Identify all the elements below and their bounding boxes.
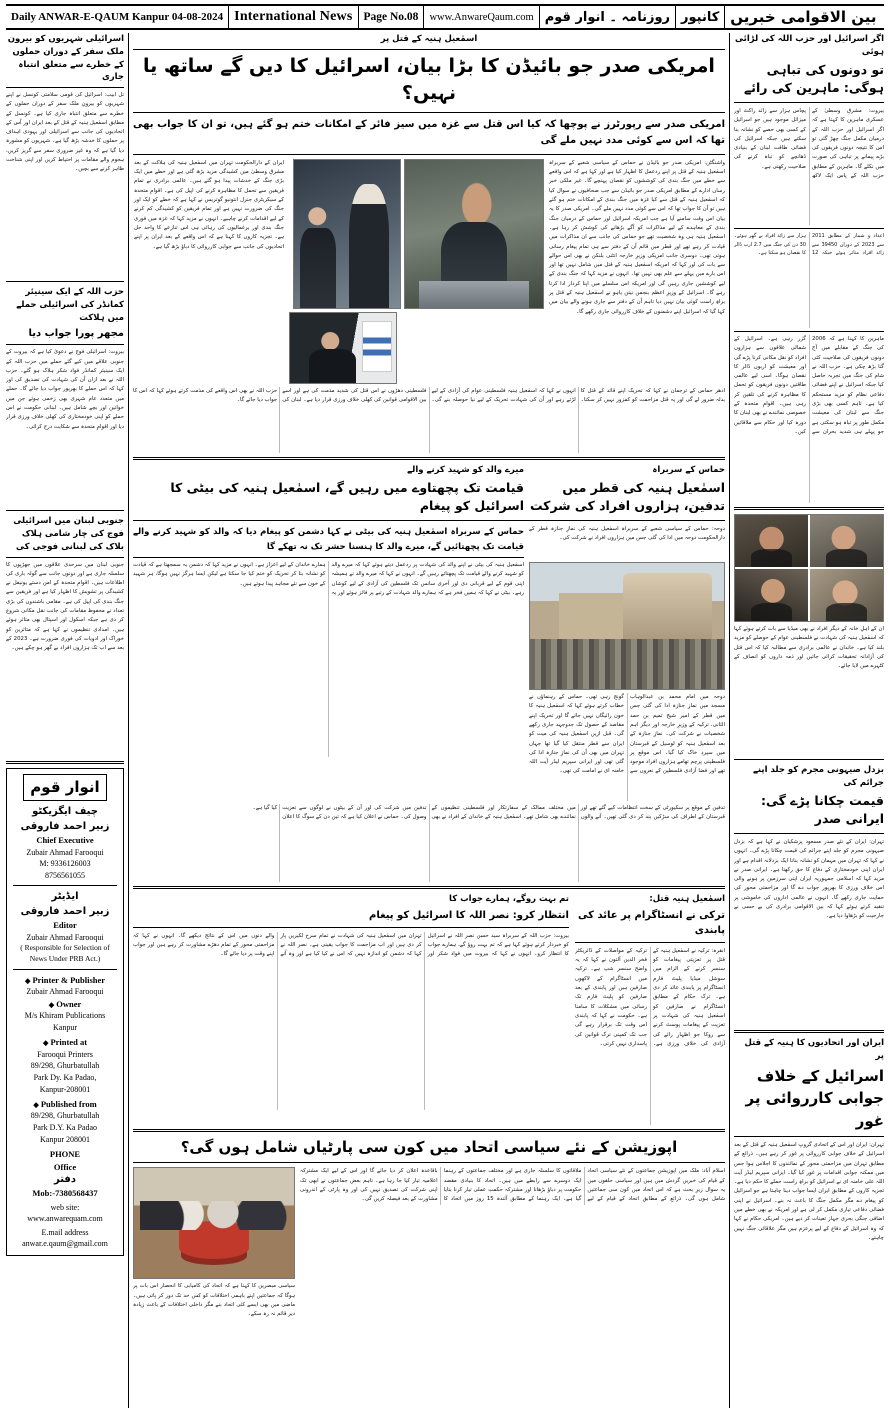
iran-retaliation-headline: اسرائیل کے خلاف جوابی کارروائی پر غور <box>745 1066 884 1130</box>
lead-body-col-1: واشنگٹن: امریکی صدر جو بائیڈن نے حماس کے سیاسی شعبے کے سربراہ اسمٰعیل ہنیہ کے قتل پر اپنے ردعمل کا اظہار کیا ہے اور کہا ہے کہ اس واقعے سے خطے میں جنگ بندی کی کوششوں کو نقصان پہنچے گا۔ غیر ملکی خبر رساں ادارے کے مطابق امریکی صدر جو بائیڈن سے جب صحافیوں نے سوال کیا کہ اسمٰعیل ہنیہ کے قتل سے کیا غزہ میں جنگ بندی کے امکانات ختم ہو گئے ہیں تو اُن کا جواب تھا کہ اس سے کوئی مدد نہیں ملے گی۔ امریکی صدر کا یہ بیان اس وقت سامنے آیا ہے جب امریکہ اسرائیل اور حماس کے درمیان جنگ بندی کے معاہدے کے لیے مذاکرات کو آگے بڑھانے کی کوشش کر رہا ہے۔ اسمٰعیل ہنیہ ہی وہ شخصیت تھے جو حماس کی جانب سے ان مذاکرات میں قیادت کر رہے تھے اور قطر میں قائم اُن کے دفتر سے ہی تمام پیغام رسانی ہوتی تھی۔ دوسری جانب امریکی وزیرِ خارجہ انٹنی بلنکن نے بھی اس حوالے سے بات کی اور کہا کہ امریکہ اسمٰعیل ہنیہ کے قتل میں شامل نہیں تھا اور اس بارے میں پہلے سے علم بھی نہیں تھا۔ انہوں نے مزید کہا کہ جنگ بندی کے لیے کوششیں جاری رہیں گی اور امریکہ اس سلسلے میں اپنا کردار ادا کرتا رہے گا۔ اسرائیل کے وزیرِ اعظم بنجمن نیتن یاہو نے اسمٰعیل ہنیہ کے قتل پر براہِ راست کوئی بیان نہیں دیا تاہم اُن کے دفتر سے جاری ہونے والے بیان میں کہا گیا کہ اسرائیل اپنے دشمنوں کے خلاف کارروائی جاری رکھے گا۔ <box>549 159 725 315</box>
masthead-nameplate-urdu: روزنامہ ۔ انوار قوم <box>540 6 676 28</box>
masthead-daily-title: Daily ANWAR-E-QAUM Kanpur 04-08-2024 <box>6 6 229 28</box>
masthead-city-urdu: کانپور <box>676 6 725 28</box>
opposition-headline: اپوزیشن کے نئے سیاسی اتحاد میں کون سی پارٹیاں شامل ہوں گی؟ <box>180 1137 678 1156</box>
editor-name-urdu: زبیر احمد فاروقی <box>20 905 110 917</box>
left-headline-3: مجھر پورا جواب دیا <box>28 328 124 340</box>
hamas-chief-kicker: حماس کے سربراہ <box>652 464 725 475</box>
editor-name: Zubair Ahmad Farooqui <box>26 932 104 942</box>
photo-cell-2 <box>810 515 883 567</box>
published-addr-3: Kanpur 208001 <box>40 1134 90 1144</box>
printer-name: Zubair Ahmad Farooqui <box>26 987 104 997</box>
right-body-1: بیروت: مشرقِ وسطیٰ کے عسکری ماہرین کا کہنا ہے کہ اگر اسرائیل اور حزب اللہ کے درمیان مکمل جنگ چھڑ گئی تو اس کا نتیجہ دونوں فریقوں کی بڑے پیمانے پر تباہی کی صورت میں نکلے گا۔ ماہرین کے مطابق حزب اللہ کے پاس ایک لاکھ پچاس ہزار سے زائد راکٹ اور میزائل موجود ہیں جو اسرائیل کے کسی بھی حصے کو نشانہ بنا سکتے ہیں جبکہ اسرائیل کی فضائی طاقت لبنان کے بنیادی ڈھانچے کو تباہ کرنے کی صلاحیت رکھتی ہے۔ <box>734 108 884 180</box>
iran-president-body: تہران: ایران کے نئے صدر مسعود پزشکیان نے کہا ہے کہ بزدل صیہونی مجرم کو جلد اپنے جرائم کی قیمت چکانا پڑے گی۔ انہوں نے کہا کہ تہران میں مہمان کو نشانہ بنانا ایک بزدلانہ اقدام ہے اور ایران اپنی خودمختاری کے دفاع کا حق رکھتا ہے۔ ایرانی صدر نے مزید کہا کہ اسلامی جمہوریہ ایران اپنی سرزمین پر ہونے والی اس خلاف ورزی کا بھرپور جواب دے گا اور مزاحمتی محور کی حمایت جاری رکھے گا۔ انہوں نے عالمی اداروں کی خاموشی پر تنقید کرتے ہوئے کہا کہ بین الاقوامی برادری کی بے حسی نے جارحیت کو بڑھاوا دیا ہے۔ <box>734 839 884 920</box>
bullet-diamond-icon: ◆ <box>24 977 31 985</box>
iran-president-headline: قیمت چکانا پڑے گی: ایرانی صدر <box>760 792 884 827</box>
main-column <box>133 33 725 1408</box>
iran-president-kicker: بزدل صیہونی مجرم کو جلد اپنے جرائم کی <box>752 765 884 788</box>
lead-subhead: امریکی صدر سے رپورٹرز نے پوچھا کہ کیا اس قتل سے غزہ میں سیز فائر کے امکانات ختم ہو گئے ہیں، تو ان کا جواب بھی تھا کہ اس سے کوئی مدد نہیں ملے گی <box>133 118 725 147</box>
bullet-diamond-icon-4: ◆ <box>33 1101 39 1110</box>
right-column <box>734 33 884 1408</box>
masthead-website[interactable]: www.AnwareQaum.com <box>424 6 539 28</box>
right-headline: تو دونوں کی تباہی ہوگی: ماہرین کی رائے <box>743 61 884 96</box>
photo-cell-4 <box>810 569 883 621</box>
left-headline-2: حزب اللہ کے ایک سینیئر کمانڈر کی اسرائیلی حملے میں ہلاکت <box>16 287 124 323</box>
turkey-body: انقرہ: ترکیہ نے اسمٰعیل ہنیہ کے قتل پر تعزیتی پیغامات کو سنسر کرنے کے الزام میں سوشل میڈیا پلیٹ فارم انسٹاگرام پر پابندی عائد کر دی ہے۔ ترک حکام کے مطابق انسٹاگرام نے صارفین کو اسمٰعیل ہنیہ کی شہادت پر تعزیت کے پیغامات پوسٹ کرنے سے روکا جو اظہارِ رائے کی آزادی کی خلاف ورزی ہے۔ ترکیہ کے مواصلات کے ڈائریکٹر فخر الدین آلتون نے کہا کہ یہ واضح سنسر شپ ہے۔ ترکیہ میں انسٹاگرام کے لاکھوں صارفین ہیں اور پابندی کے بعد صارفین کو پلیٹ فارم تک رسائی میں مشکلات کا سامنا ہے۔ حکومت نے کہا کہ پابندی اس وقت تک برقرار رہے گی جب تک کمپنی ترک قوانین کی پاسداری نہیں کرتی۔ <box>575 947 725 1047</box>
published-label: Published from <box>40 1099 97 1110</box>
nasrallah-kicker: تم بہت روگے، ہمارے جواب کا <box>449 894 569 905</box>
hamas-chief-lead: دوحہ: حماس کے سیاسی شعبے کے سربراہ اسمٰعیل ہنیہ کی نمازِ جنازہ قطر کے دارالحکومت دوحہ میں ادا کی گئی جس میں ہزاروں افراد نے شرکت کی۔ <box>529 526 725 542</box>
mourning-women-photo <box>734 514 884 622</box>
right-kicker: اگر اسرائیل اور حزب اللہ کی لڑائی ہوئی <box>735 34 884 57</box>
doha-funeral-photo <box>529 562 725 690</box>
right-stats-note: اعداد و شمار کے مطابق 2011 سے 2023 کے دوران 39450 سے زائد افراد متاثر ہوئے جبکہ 12 ہزار سے زائد افراد بے گھر ہوئے۔ 30 دن کی جنگ میں 2.7 ارب ڈالر کا نقصان ہو سکتا ہے۔ <box>734 233 884 256</box>
bullet-diamond-icon-3: ◆ <box>42 1039 49 1048</box>
lead-body-col-2: ایران کے دارالحکومت تہران میں اسمٰعیل ہنیہ کی ہلاکت کے بعد مشرقِ وسطیٰ میں کشیدگی مزید بڑھ گئی ہے اور خطے میں ایک بڑی جنگ کے خدشات پیدا ہو گئے ہیں۔ عالمی برادری نے تمام فریقین سے تحمل کا مظاہرہ کرنے کی اپیل کی ہے۔ اقوامِ متحدہ کے سیکریٹری جنرل انتونیو گوتریس نے کہا ہے کہ خطے کو ایک اور جنگ کی ضرورت نہیں ہے اور تمام فریقین کو کشیدگی کم کرنے کے لیے اقدامات کرنے چاہیے۔ انہوں نے مزید کہا کہ غزہ میں فوری جنگ بندی اور یرغمالیوں کی رہائی ہی اس تنازعے کا واحد حل ہے۔ تجزیہ کاروں کا کہنا ہے کہ اس واقعے کے بعد ایران پر اپنے اتحادیوں کی جانب سے جوابی کارروائی کا دباؤ بڑھ گیا ہے۔ <box>134 159 284 250</box>
published-addr-2: Park D.Y. Ka Padao <box>32 1123 98 1132</box>
left-body-3: جنوبی لبنان میں سرحدی علاقوں میں جھڑپوں کا سلسلہ جاری ہے اور دونوں جانب سے گولہ باری کی اطلاعات ہیں۔ اقوامِ متحدہ کے امن دستے یونیفل نے کشیدگی پر تشویش کا اظہار کیا ہے اور فریقین سے جنگ بندی کی اپیل کی ہے۔ مقامی باشندوں کی بڑی تعداد نے محفوظ مقامات کی جانب نقل مکانی شروع کر دی ہے جبکہ اسکول اور اسپتال بھی متاثر ہوئے ہیں۔ امدادی تنظیموں نے کہا ہے کہ متاثرین کو خوراک اور ادویات کی فوری ضرورت ہے۔ 2023 کے بعد سے اب تک ہزاروں افراد بے گھر ہو چکے ہیں۔ <box>6 561 124 652</box>
turkey-kicker: اسمٰعیل ہنیہ قتل: <box>649 894 725 905</box>
daughter-body: اسمٰعیل ہنیہ کی بیٹی نے اپنے والد کی شہادت پر ردعمل دیتے ہوئے کہا کہ میرے والد کو شہید کرنے والے قیامت تک پچھتاتے رہیں گے۔ انہوں نے کہا کہ میرے والد نے ہمیشہ اپنی قوم کے لیے قربانی دی اور آخری سانس تک فلسطین کی آزادی کے لیے کوشاں رہے۔ بیٹی نے کہا کہ ہمیں فخر ہے کہ ہمارے والد شہادت کے رتبے پر فائز ہوئے اور یہ ہمارے خاندان کے لیے اعزاز ہے۔ انہوں نے مزید کہا کہ دشمن یہ سمجھتا ہے کہ قیادت کو نشانہ بنا کر تحریک کو ختم کیا جا سکتا ہے لیکن ایسا ہرگز نہیں ہوگا، ہر شہید کے خون سے نئے مجاہد پیدا ہوتے ہیں۔ <box>133 561 524 596</box>
printed-addr-1: 89/298, Ghurbatullah <box>30 1061 100 1071</box>
right-body-2: ماہرین کا کہنا ہے کہ 2006 کی جنگ کے مقابلے میں آج دونوں فریقوں کی صلاحیت کئی گنا بڑھ چکی ہے۔ حزب اللہ نے شام کی جنگ میں تجربہ حاصل کیا جبکہ اسرائیل نے اپنے فضائی دفاعی نظام کو مزید مستحکم کیا ہے۔ تاہم کسی بھی بڑی جنگ سے لبنان کی معیشت مکمل طور پر تباہ ہو سکتی ہے جو پہلے ہی شدید بحران سے گزر رہی ہے۔ اسرائیل کے شمالی علاقوں سے ہزاروں افراد کو نقل مکانی کرنا پڑے گی اور معیشت کو اربوں ڈالر کا نقصان ہوگا۔ اسی لیے عالمی طاقتیں دونوں فریقوں کو تحمل کا مظاہرہ کرنے کی تلقین کر رہی ہیں۔ اقوامِ متحدہ کے خصوصی نمائندے نے بھی لبنان کا دورہ کیا اور حکام سے ملاقاتیں کیں۔ <box>734 336 884 435</box>
mobile-2: 8756561055 <box>45 870 85 880</box>
nasrallah-body: بیروت: حزب اللہ کے سربراہ سید حسن نصر اللہ نے اسرائیل کو خبردار کرتے ہوئے کہا ہے کہ تم بہت روؤ گے، ہمارے جواب کا انتظار کرو۔ انہوں نے کہا کہ بیروت میں فواد شکر اور تہران میں اسمٰعیل ہنیہ کی شہادت نے تمام سرخ لکیریں پار کر دی ہیں اور اب مزاحمت کا جواب یقینی ہے۔ نصر اللہ نے کہا کہ دشمن کو اندازہ نہیں کہ اس نے کیا کیا ہے اور وہ آنے والے دنوں میں اس کے نتائج دیکھے گا۔ انہوں نے کہا کہ مزاحمتی محور کے تمام دھڑے مشاورت کر رہے ہیں اور جواب اپنے وقت پر دیا جائے گا۔ <box>133 932 569 958</box>
email-address[interactable]: anwar.e.qaum@gmail.com <box>22 1239 108 1249</box>
masthead-section: International News <box>229 6 358 28</box>
left-headline-4: جنوبی لبنان میں اسرائیلی فوج کی چار شامی ہلاک بلاک کی لبنانی فوجی کی <box>13 516 124 552</box>
owner-label: Owner <box>56 998 82 1009</box>
left-column <box>6 33 124 1408</box>
chief-label-urdu: چیف ایگزیکٹو <box>32 806 98 818</box>
chief-name-urdu: زبیر احمد فاروقی <box>20 820 110 832</box>
logo-anwar-e-qaum: انوار قوم <box>23 774 106 802</box>
haniyeh-photo <box>404 159 544 309</box>
lead-headline: امریکی صدر جو بائیڈن کا بڑا بیان، اسرائیل کا دیں گے ساتھ یا نہیں؟ <box>143 54 715 105</box>
editor-label: Editor <box>53 920 77 931</box>
printed-label: Printed at <box>50 1037 88 1048</box>
photo-cell-3 <box>735 569 808 621</box>
phone-label: PHONE <box>49 1149 81 1160</box>
editor-note: ( Responsible for Selection of News Under PRB Act.) <box>20 943 110 964</box>
netanyahu-photo <box>289 312 397 384</box>
turkey-headline: ترکی نے انسٹاگرام پر عائد کی پابندی <box>578 909 725 936</box>
office-label: Office <box>53 1161 77 1172</box>
chief-name: Zubair Ahmad Farooqui <box>26 847 104 857</box>
daughter-kicker: میرے والد کو شہید کرنے والے <box>407 464 524 475</box>
daughter-headline: قیامت تک پچھتاوے میں رہیں گے، اسمٰعیل ہنیہ کی بیٹی کا اسرائیل کو پیغام <box>170 479 524 514</box>
daughter-side-body: ان کے اہلِ خانہ کے دیگر افراد نے بھی میڈیا سے بات کرتے ہوئے کہا کہ اسمٰعیل ہنیہ کی شہادت نے فلسطینی عوام کے حوصلے کو مزید بلند کیا ہے۔ خاندان نے عالمی برادری سے مطالبہ کیا کہ اس قتل کی آزادانہ تحقیقات کرائی جائیں اور ذمہ داروں کو انصاف کے کٹہرے میں لایا جائے۔ <box>734 626 884 670</box>
hamas-chief-headline: اسمٰعیل ہنیہ کی قطر میں تدفین، ہزاروں افراد کی شرکت <box>529 479 725 514</box>
iran-retaliation-kicker: ایران اور اتحادیوں کا ہنیہ کے قتل پر <box>744 1038 884 1061</box>
hamas-chief-body-2: تدفین کے موقع پر سکیورٹی کے سخت انتظامات کیے گئے تھے اور قبرستان کے اطراف کی سڑکیں بند کر دی گئی تھیں۔ آنے والوں میں مختلف ممالک کے سفارتکار اور فلسطینی تنظیموں کے نمائندے بھی شامل تھے۔ اسمٰعیل ہنیہ کے خاندان کے افراد نے بھی تدفین میں شرکت کی اور اُن کے بیٹوں نے لوگوں سے تعزیت وصول کی۔ حماس نے اعلان کیا ہے کہ تین دن کے سوگ کا اعلان کیا گیا ہے۔ <box>252 805 725 821</box>
masthead <box>6 4 884 30</box>
mobile-1: 9336126003 <box>50 859 91 869</box>
colophon <box>6 768 124 1257</box>
bullet-diamond-icon-2: ◆ <box>48 1000 55 1009</box>
page-body <box>6 33 884 1408</box>
printed-name: Farooqui Printers <box>37 1049 93 1059</box>
website-label: web site: <box>50 1202 80 1212</box>
editor-label-urdu: ایڈیٹر <box>51 891 79 903</box>
chief-label: Chief Executive <box>36 835 94 846</box>
mobile-label: M: <box>39 859 49 869</box>
left-headline-1: اسرائیلی شہریوں کو بیرون ملک سفر کے دوران حملوں کے خطرے سے متعلق انتباہ جاری <box>7 34 124 83</box>
published-addr-1: 89/298, Ghurbatullah <box>30 1111 100 1121</box>
masthead-section-urdu: بین الاقوامی خبریں <box>730 8 877 26</box>
left-body-2: بیروت: اسرائیلی فوج نے دعویٰ کیا ہے کہ بیروت کے جنوبی علاقے میں کیے گئے حملے میں حزب اللہ کے ایک سینیئر کمانڈر فواد شکر ہلاک ہو گئے۔ حزب اللہ نے بعد ازاں اُن کی شہادت کی تصدیق کی اور کہا کہ اس حملے کا بھرپور جواب دیا جائے گا۔ حملے میں متعدد عام شہری بھی زخمی ہوئے جن میں خواتین اور بچے شامل ہیں۔ لبنانی حکومت نے اس حملے کو اپنی خودمختاری کی کھلی خلاف ورزی قرار دیا اور اقوامِ متحدہ سے شکایت درج کرائی۔ <box>6 349 124 430</box>
nasrallah-headline: انتظار کرو: نصر اللہ کا اسرائیل کو پیغام <box>369 909 569 921</box>
printer-label: Printer & Publisher <box>32 975 106 985</box>
iran-retaliation-body: تہران: ایران اور اس کے اتحادی گروپ اسمٰعیل ہنیہ کے قتل کے بعد اسرائیل کے خلاف جوابی کارروائی پر غور کر رہے ہیں۔ ذرائع کے مطابق تہران میں مزاحمتی محور کے نمائندوں کا اجلاس ہوا جس میں ممکنہ جوابی اقدامات پر غور کیا گیا۔ ایرانی سپریم لیڈر آیت اللہ علی خامنہ ای نے اسرائیل کو براہِ راست حملے کا حکم دیا ہے۔ تجزیہ کاروں کے مطابق ایران ایسا جواب دینا چاہتا ہے جو اسرائیل کو پیغام دے مگر مکمل جنگ کا باعث نہ بنے۔ اسرائیل نے اپنی فضائی دفاعی تیاری مکمل کر لی ہے اور امریکہ نے بھی خطے میں اضافی جنگی بحری جہاز تعینات کر دیے ہیں۔ امریکی حکام نے کہا کہ وہ اسرائیل کے دفاع کے لیے پرعزم ہیں مگر علاقائی جنگ نہیں چاہتے۔ <box>734 1142 884 1241</box>
email-label: E.mail address <box>41 1227 89 1237</box>
hamas-chief-body: دوحہ میں امام محمد بن عبدالوہاب مسجد میں نمازِ جنازہ ادا کی گئی جس میں قطر کے امیر شیخ تمیم بن حمد الثانی، ترکیہ کے وزیرِ خارجہ اور دیگر اہم شخصیات نے شرکت کی۔ نمازِ جنازہ کے بعد اسمٰعیل ہنیہ کو لوسیل کے قبرستان میں سپردِ خاک کیا گیا۔ اس موقع پر فلسطینی پرچم تھامے ہزاروں افراد موجود تھے اور فضا آزادی فلسطین کے نعروں سے گونج رہی تھی۔ حماس کے رہنماؤں نے خطاب کرتے ہوئے کہا کہ اسمٰعیل ہنیہ کا خون رائیگاں نہیں جائے گا اور تحریک اپنے مقاصد کے حصول تک جدوجہد جاری رکھے گی۔ قبل ازیں اسمٰعیل ہنیہ کی میت کو ایران سے قطر منتقل کیا گیا تھا جہاں تہران میں بھی اُن کی نمازِ جنازہ ادا کی گئی تھی اور ایرانی سپریم لیڈر آیت اللہ خامنہ ای نے امامت کی تھی۔ <box>529 694 725 775</box>
printed-addr-2: Park Dy. Ka Padao, <box>33 1072 97 1082</box>
masthead-page-number: Page No.08 <box>359 6 425 28</box>
daughter-subhead: حماس کے سربراہ اسمٰعیل ہنیہ کی بیٹی نے کہا دشمن کو پیغام دیا کہ والد کو شہید کرنے والے قیامت تک پچھتائیں گے، میرے والد کا ہنسنا حشر تک نہ تھکے گا <box>133 527 524 552</box>
owner-name: M/s Khiram Publications <box>24 1011 106 1021</box>
owner-city: Kanpur <box>53 1022 77 1032</box>
left-body-1: تل ابیب: اسرائیل کی قومی سلامتی کونسل نے اپنے شہریوں کو بیرونِ ملک سفر کے دوران حملوں کے خطرے سے متعلق انتباہ جاری کیا ہے۔ کونسل کے مطابق اسمٰعیل ہنیہ کے قتل کے بعد ایران اور اُس کے اتحادیوں کی جانب سے اسرائیلی اور یہودی اہداف پر حملوں کا خدشہ بڑھ گیا ہے۔ شہریوں کو مشورہ دیا گیا ہے کہ وہ غیر ضروری سفر سے گریز کریں، ہجوم والے مقامات پر احتیاط کریں اور اپنی شناخت ظاہر کرنے سے بچیں۔ <box>6 92 124 173</box>
lead-body-col-3: ادھر حماس کے ترجمان نے کہا کہ تحریک اپنے قائد کے قتل کا بدلہ ضرور لے گی اور یہ قتل مزاحمت کو کمزور نہیں کر سکتا۔ انہوں نے کہا کہ اسمٰعیل ہنیہ فلسطینی عوام کی آزادی کے لیے لڑتے رہے اور اُن کی شہادت تحریک کے لیے نیا حوصلہ بنے گی۔ فلسطینی دھڑوں نے اس قتل کی شدید مذمت کی ہے اور اسے بین الاقوامی قوانین کی کھلی خلاف ورزی قرار دیا ہے۔ لبنان کی حزب اللہ نے بھی اس واقعے کی مذمت کرتے ہوئے کہا کہ اس کا جواب دیا جائے گا۔ <box>133 387 725 404</box>
biden-photo <box>293 159 401 309</box>
lead-kicker: اسمٰعیل ہنیہ کے قتل پر <box>380 34 478 44</box>
office-label-urdu: دفتر <box>54 1173 76 1185</box>
website-url[interactable]: www.anwarequam.com <box>27 1214 103 1224</box>
opposition-body-2: سیاسی مبصرین کا کہنا ہے کہ اتحاد کی کامیابی کا انحصار اس بات پر ہوگا کہ جماعتیں اپنے باہمی اختلافات کو کس حد تک دور کر پاتی ہیں۔ ماضی میں بھی ایسے کئی اتحاد بنے مگر داخلی اختلافات کے باعث زیادہ دیر قائم نہ رہ سکے۔ <box>133 1283 295 1318</box>
printed-addr-3: Kanpur-208001 <box>39 1084 91 1094</box>
photo-cell-1 <box>735 515 808 567</box>
opposition-meeting-photo <box>133 1167 295 1279</box>
opposition-body: اسلام آباد: ملک میں اپوزیشن جماعتوں کے نئے سیاسی اتحاد کے قیام کی خبریں گردش میں ہیں اور سیاسی حلقوں میں یہ سوال زیرِ بحث ہے کہ اس اتحاد میں کون سی جماعتیں شامل ہوں گی۔ ذرائع کے مطابق اتحاد کے قیام کے لیے ملاقاتوں کا سلسلہ جاری ہے اور مختلف جماعتوں کے رہنما ایک دوسرے سے رابطے میں ہیں۔ اتحاد کا بنیادی مقصد حکومت پر دباؤ بڑھانا اور مشترکہ حکمتِ عملی تیار کرنا بتایا گیا ہے۔ ایک رہنما کے مطابق آئندہ 15 روز میں اتحاد کا باقاعدہ اعلان کر دیا جائے گا اور اس کے لیے ایک مشترکہ اعلامیہ تیار کیا جا رہا ہے۔ تاہم بعض جماعتوں نے ابھی تک اپنی شرکت کی تصدیق نہیں کی اور وہ پارٹی کے اندرونی مشاورت کے بعد فیصلہ کریں گی۔ <box>300 1168 725 1203</box>
mobile-office: Mob:-7380568437 <box>32 1188 98 1199</box>
